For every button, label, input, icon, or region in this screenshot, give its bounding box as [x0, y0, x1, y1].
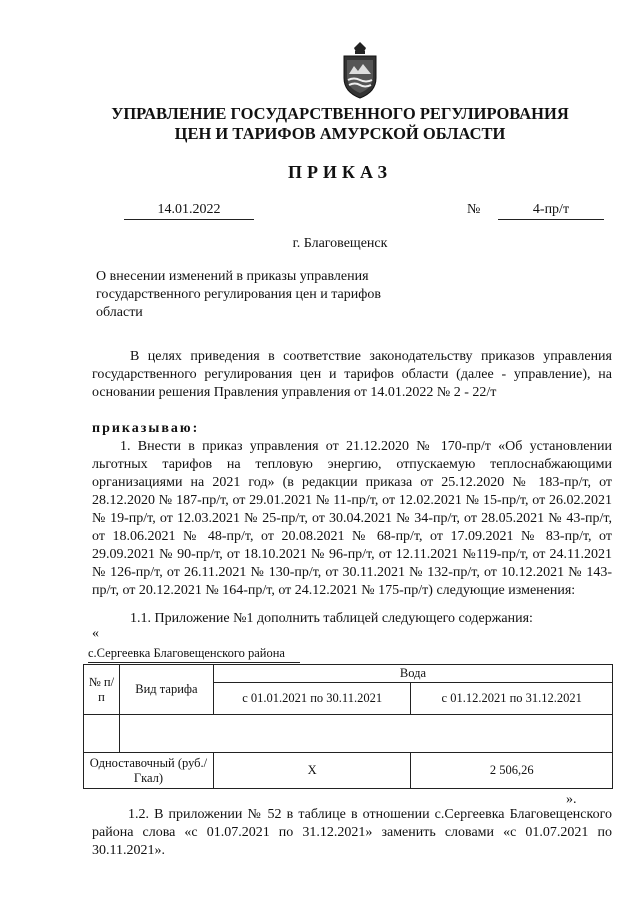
org-name-line2: ЦЕН И ТАРИФОВ АМУРСКОЙ ОБЛАСТИ [174, 124, 506, 143]
header-period-2: с 01.12.2021 по 31.12.2021 [411, 683, 613, 715]
header-water: Вода [213, 665, 612, 683]
doc-number: 4-пр/т [498, 202, 604, 220]
header-type: Вид тарифа [119, 665, 213, 715]
empty-span-cell [119, 715, 612, 753]
preamble: В целях приведения в соответствие законодательству приказов управления государственного регулирования цен и тарифов области (далее - управление), на основании решения Правления управления от 14.01.2022 № 2 - 22/т [92, 349, 612, 400]
item-1: 1. Внести в приказ управления от 21.12.2020 № 170-пр/т «Об установлении льготных тарифов на тепловую энергию, отпускаемую теплоснабжающими организациями на 2021 год» (в редакции приказа от 25.12.2020 № 183-пр/т, от 28.12.2020 № 187-пр/т, от 29.01.2021 № 11-пр/т, от 12.02.2021 № 15-пр/т, от 26.02.2021 № 19-пр/т, от 12.03.2021 № 25-пр/т, от 30.04.2021 № 34-пр/т, от 28.05.2021 № 43-пр/т, от 18.06.2021 № 48-пр/т, от 20.08.2021 № 68-пр/т, от 17.09.2021 № 83-пр/т, от 29.09.2021 № 90-пр/т, от 18.10.2021 № 96-пр/т, от 12.11.2021 №119-пр/т, от 24.11.2021 № 126-пр/т, от 26.11.2021 № 130-пр/т, от 30.11.2021 № 132-пр/т, от 10.12.2021 № 143-пр/т, от 20.12.2021 № 164-пр/т, от 24.12.2021 № 175-пр/т) следующие изменения: [92, 439, 612, 598]
coat-of-arms-icon [340, 40, 380, 100]
header-num: № п/п [84, 665, 120, 715]
quote-close: ». [566, 792, 577, 807]
city: г. Благовещенск [292, 236, 388, 251]
empty-cell [84, 715, 120, 753]
org-name-line1: УПРАВЛЕНИЕ ГОСУДАРСТВЕННОГО РЕГУЛИРОВАНИЯ [111, 104, 569, 123]
row-label: Одноставочный (руб./Гкал) [84, 753, 214, 789]
item-1-2: 1.2. В приложении № 52 в таблице в отношении с.Сергеевка Благовещенского района слова «с 01.07.2021 по 31.12.2021» заменить словами «с 01.07.2021 по 30.11.2021». [92, 807, 612, 858]
quote-open: « [92, 626, 99, 641]
orders-heading: приказываю: [92, 421, 200, 436]
table-caption: с.Сергеевка Благовещенского района [88, 646, 300, 663]
doc-date: 14.01.2022 [124, 202, 254, 220]
tariff-table [83, 664, 613, 789]
doc-subject: О внесении изменений в приказы управления государственного регулирования цен и тарифов области [96, 269, 381, 320]
number-sign: № [467, 202, 481, 217]
row-value-2: 2 506,26 [411, 753, 613, 789]
header-period-1: с 01.01.2021 по 30.11.2021 [213, 683, 411, 715]
item-1-1: 1.1. Приложение №1 дополнить таблицей следующего содержания: [130, 611, 533, 626]
doc-title: ПРИКАЗ [287, 162, 393, 182]
row-value-1: Х [213, 753, 411, 789]
